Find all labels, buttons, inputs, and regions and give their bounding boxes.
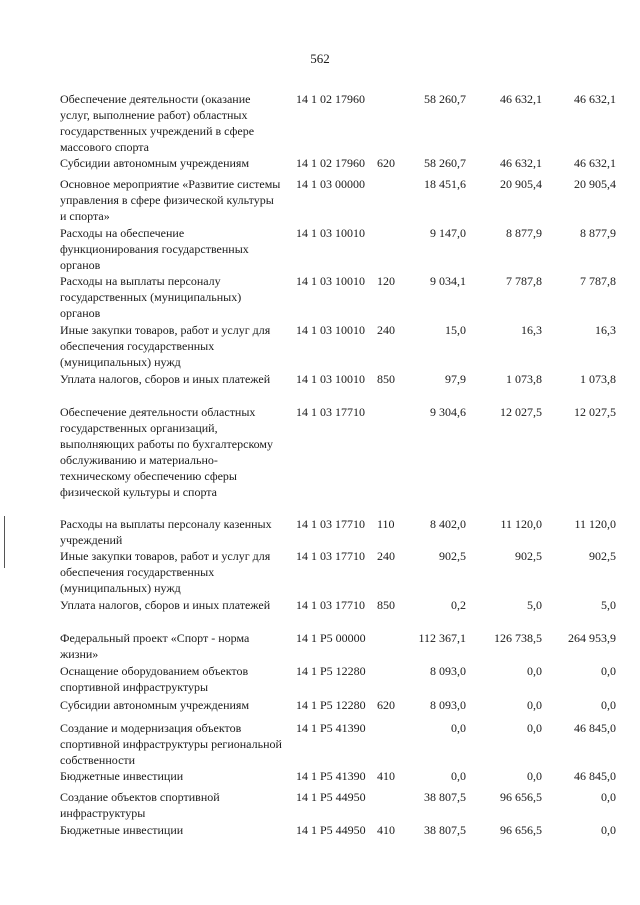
row-code: 14 1 03 17710 [296,517,365,531]
row-name: Расходы на выплаты персоналу казенных учреждений [60,517,272,547]
row-name: Субсидии автономным учреждениям [60,698,250,712]
row-value-year-3: 5,0 [601,598,616,612]
row-value-year-1: 9 147,0 [430,226,466,240]
row-value-year-2: 46 632,1 [500,92,542,106]
row-name: Иные закупки товаров, работ и услуг для обеспечения государственных (муниципальных) нужд [60,323,271,369]
row-value-year-1: 15,0 [445,323,466,337]
row-value-year-2: 46 632,1 [500,156,542,170]
row-expense-type: 240 [377,549,395,563]
row-value-year-2: 8 877,9 [506,226,542,240]
row-value-year-2: 12 027,5 [500,405,542,419]
row-value-year-3: 11 120,0 [574,517,616,531]
row-name: Обеспечение деятельности (оказание услуг, выполнение работ) областных государственных учреждений в сфере массового спорта [60,92,255,154]
row-expense-type: 620 [377,156,395,170]
row-value-year-2: 7 787,8 [506,274,542,288]
row-value-year-3: 0,0 [601,664,616,678]
row-name: Создание и модернизация объектов спортивной инфраструктуры региональной собственности [60,721,282,767]
row-name: Создание объектов спортивной инфраструктуры [60,790,220,820]
row-value-year-3: 0,0 [601,823,616,837]
row-value-year-1: 9 304,6 [430,405,466,419]
row-name: Субсидии автономным учреждениям [60,156,250,170]
row-value-year-2: 11 120,0 [500,517,542,531]
row-code: 14 1 02 17960 [296,156,365,170]
row-value-year-3: 0,0 [601,698,616,712]
row-value-year-2: 126 738,5 [494,631,542,645]
row-value-year-3: 46 632,1 [574,92,616,106]
row-code: 14 1 03 17710 [296,405,365,419]
row-value-year-1: 8 093,0 [430,664,466,678]
row-code: 14 1 P5 44950 [296,823,366,837]
row-value-year-2: 16,3 [521,323,542,337]
row-expense-type: 410 [377,769,395,783]
row-value-year-2: 0,0 [527,698,542,712]
row-value-year-2: 96 656,5 [500,790,542,804]
row-value-year-1: 97,9 [445,372,466,386]
row-value-year-3: 0,0 [601,790,616,804]
row-name: Расходы на выплаты персоналу государственных (муниципальных) органов [60,274,242,320]
row-code: 14 1 P5 12280 [296,664,366,678]
row-value-year-2: 0,0 [527,769,542,783]
row-code: 14 1 P5 12280 [296,698,366,712]
row-code: 14 1 03 10010 [296,323,365,337]
row-expense-type: 240 [377,323,395,337]
row-name: Федеральный проект «Спорт - норма жизни» [60,631,250,661]
row-name: Основное мероприятие «Развитие системы управления в сфере физической культуры и спорта» [60,177,281,223]
row-value-year-2: 5,0 [527,598,542,612]
row-value-year-1: 8 093,0 [430,698,466,712]
row-value-year-3: 46 845,0 [574,769,616,783]
row-value-year-2: 1 073,8 [506,372,542,386]
row-value-year-1: 112 367,1 [418,631,466,645]
row-name: Уплата налогов, сборов и иных платежей [60,598,271,612]
row-value-year-2: 0,0 [527,664,542,678]
row-value-year-2: 0,0 [527,721,542,735]
row-code: 14 1 P5 44950 [296,790,366,804]
row-value-year-1: 18 451,6 [424,177,466,191]
row-value-year-1: 902,5 [439,549,466,563]
row-code: 14 1 03 10010 [296,274,365,288]
row-code: 14 1 P5 41390 [296,769,366,783]
row-name: Уплата налогов, сборов и иных платежей [60,372,271,386]
row-code: 14 1 03 17710 [296,598,365,612]
page-number: 562 [310,51,330,66]
row-value-year-3: 12 027,5 [574,405,616,419]
row-value-year-1: 58 260,7 [424,156,466,170]
row-name: Оснащение оборудованием объектов спортивной инфраструктуры [60,664,249,694]
row-value-year-2: 20 905,4 [500,177,542,191]
row-value-year-3: 46 632,1 [574,156,616,170]
row-value-year-1: 38 807,5 [424,823,466,837]
row-expense-type: 850 [377,598,395,612]
row-value-year-1: 0,0 [451,769,466,783]
row-name: Бюджетные инвестиции [60,823,184,837]
row-value-year-1: 9 034,1 [430,274,466,288]
row-code: 14 1 P5 41390 [296,721,366,735]
row-value-year-3: 20 905,4 [574,177,616,191]
row-expense-type: 850 [377,372,395,386]
row-value-year-1: 0,0 [451,721,466,735]
row-expense-type: 620 [377,698,395,712]
row-code: 14 1 03 10010 [296,226,365,240]
row-code: 14 1 03 00000 [296,177,365,191]
row-value-year-2: 96 656,5 [500,823,542,837]
row-value-year-3: 8 877,9 [580,226,616,240]
row-value-year-3: 16,3 [595,323,616,337]
row-value-year-3: 902,5 [589,549,616,563]
row-name: Расходы на обеспечение функционирования государственных органов [60,226,249,272]
row-expense-type: 120 [377,274,395,288]
row-value-year-1: 58 260,7 [424,92,466,106]
row-value-year-1: 0,2 [451,598,466,612]
row-expense-type: 110 [377,517,395,531]
row-value-year-1: 38 807,5 [424,790,466,804]
row-value-year-3: 7 787,8 [580,274,616,288]
row-expense-type: 410 [377,823,395,837]
row-value-year-3: 46 845,0 [574,721,616,735]
row-code: 14 1 P5 00000 [296,631,366,645]
row-code: 14 1 02 17960 [296,92,365,106]
row-code: 14 1 03 17710 [296,549,365,563]
row-name: Иные закупки товаров, работ и услуг для обеспечения государственных (муниципальных) нужд [60,549,271,595]
row-code: 14 1 03 10010 [296,372,365,386]
row-value-year-1: 8 402,0 [430,517,466,531]
row-value-year-3: 264 953,9 [568,631,616,645]
row-value-year-3: 1 073,8 [580,372,616,386]
row-name: Бюджетные инвестиции [60,769,184,783]
row-name: Обеспечение деятельности областных государственных организаций, выполняющих работы по бухгалтерскому обслуживанию и материально-техническому обеспечению сферы физической культуры и спорта [60,405,274,499]
row-value-year-2: 902,5 [515,549,542,563]
